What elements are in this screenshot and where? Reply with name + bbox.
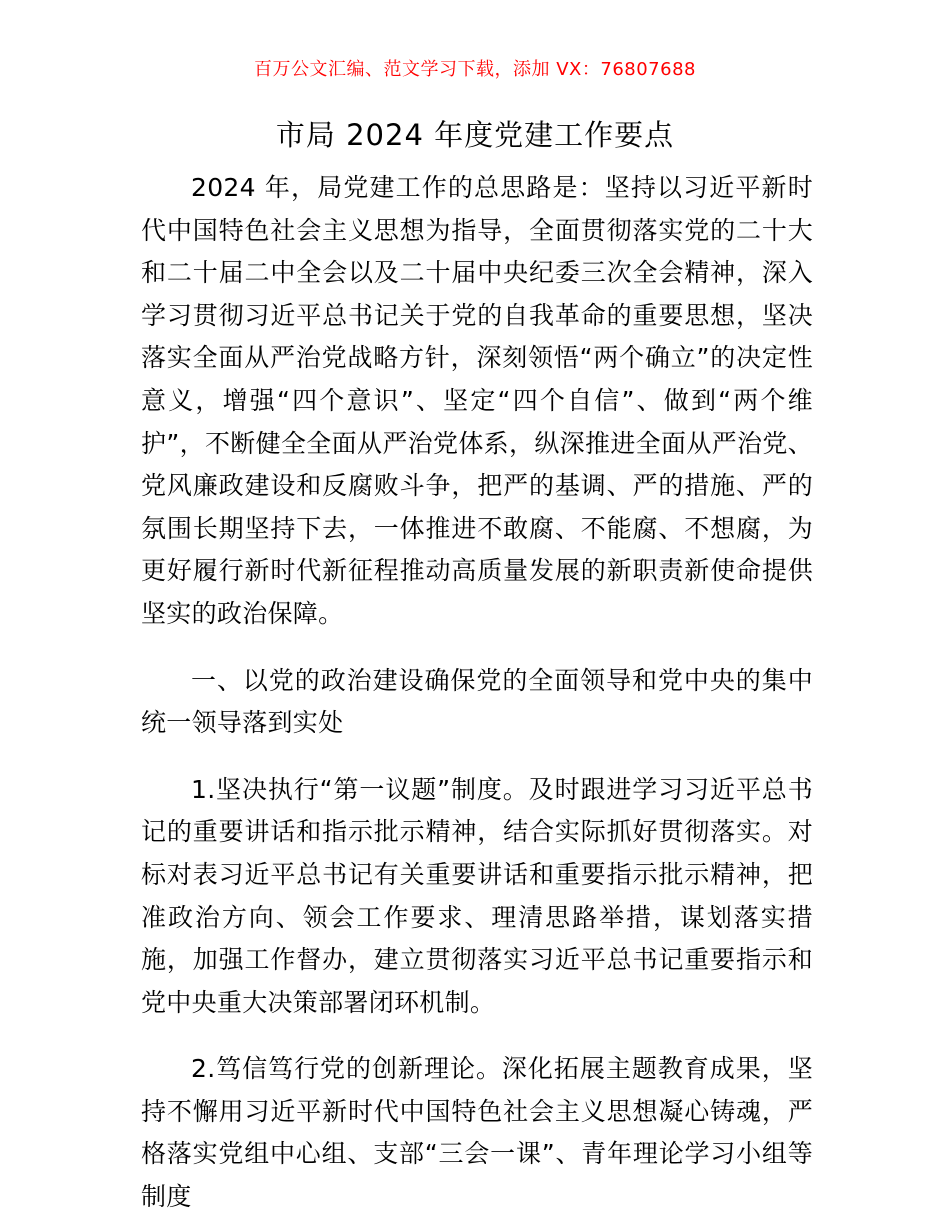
paragraph-overview: 2024 年，局党建工作的总思路是：坚持以习近平新时代中国特色社会主义思想为指导，全面贯彻落实党的二十大和二十届二中全会以及二十届中央纪委三次全会精神，深入学习贯彻习近平总书记关于党的自我革命的重要思想，坚决落实全面从严治党战略方针，深刻领悟“两个确立”的决定性意义，增强“四个意识”、坚定“四个自信”、做到“两个维护”，不断健全全面从严治党体系，纵深推进全面从严治党、党风廉政建设和反腐败斗争，把严的基调、严的措施、严的氛围长期坚持下去，一体推进不敢腐、不能腐、不想腐，为更好履行新时代新征程推动高质量发展的新职责新使命提供坚实的政治保障。 — [141, 173, 813, 628]
section-heading-1: 一、以党的政治建设确保党的全面领导和党中央的集中统一领导落到实处 — [141, 665, 813, 738]
paragraph-item-2: 2.笃信笃行党的创新理论。深化拓展主题教育成果，坚持不懈用习近平新时代中国特色社会主义思想凝心铸魂，严格落实党组中心组、支部“三会一课”、青年理论学习小组等制度 — [141, 1054, 813, 1212]
watermark-header-note: 百万公文汇编、范文学习下载，添加 VX：76807688 — [254, 59, 696, 80]
document-title: 市局 2024 年度党建工作要点 — [275, 118, 675, 152]
document-body — [141, 167, 813, 1219]
paragraph-item-1: 1.坚决执行“第一议题”制度。及时跟进学习习近平总书记的重要讲话和指示批示精神，结合实际抓好贯彻落实。对标对表习近平总书记有关重要讲话和重要指示批示精神，把准政治方向、领会工作要求、理清思路举措，谋划落实措施，加强工作督办，建立贯彻落实习近平总书记重要指示和党中央重大决策部署闭环机制。 — [141, 774, 813, 1017]
